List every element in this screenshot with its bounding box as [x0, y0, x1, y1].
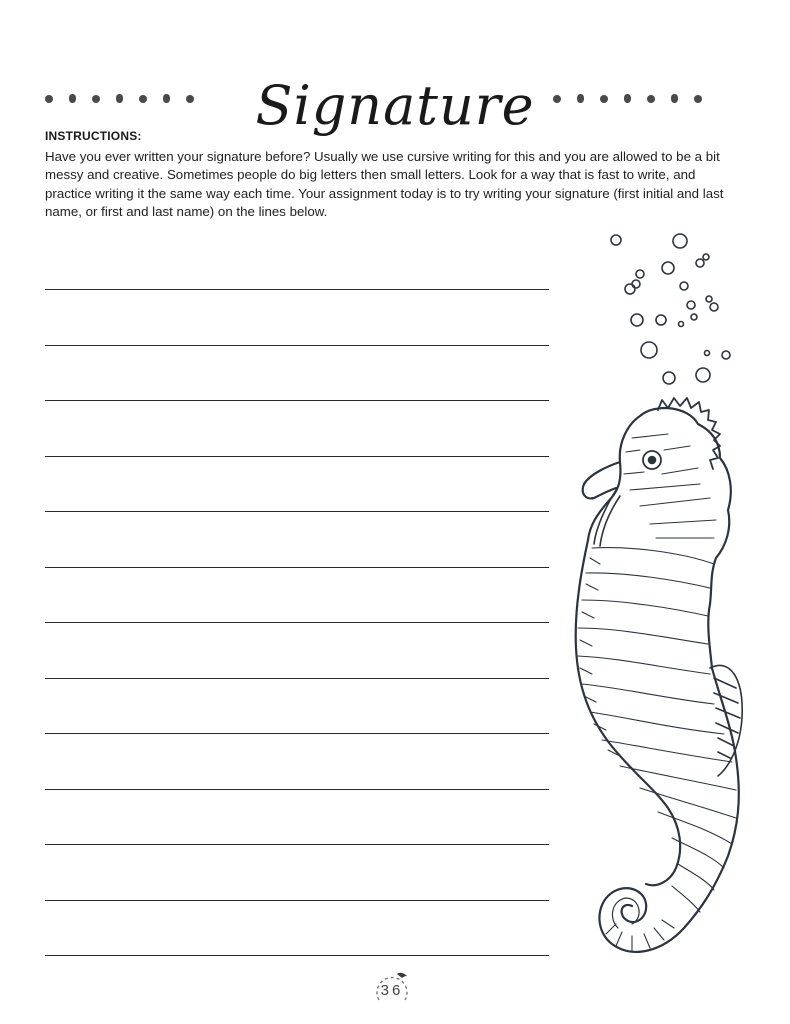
- dot: [624, 94, 631, 103]
- instructions-text: Have you ever written your signature before? Usually we use cursive writing for this and you are allowed to be a bit messy and creative. Sometimes people do big letters then small letters. Look for a way that is fast to write, and practice writing it the same way each time. Your assignment today is to try writing your signature (first initial and last name, or first and last name) on the lines below.: [45, 149, 724, 219]
- page-number-ring-icon: [371, 970, 413, 1010]
- dot: [553, 95, 561, 103]
- signature-writing-line: [45, 511, 549, 512]
- signature-writing-line: [45, 289, 549, 290]
- signature-writing-line: [45, 733, 549, 734]
- signature-writing-line: [45, 955, 549, 956]
- signature-writing-line: [45, 789, 549, 790]
- bubbles-icon: [611, 234, 730, 384]
- seahorse-illustration: [560, 228, 790, 998]
- page-number-text: 36: [380, 981, 404, 999]
- signature-writing-line: [45, 622, 549, 623]
- decorative-dots-right: [553, 94, 702, 103]
- signature-writing-line: [45, 567, 549, 568]
- dot: [694, 95, 702, 103]
- signature-writing-line: [45, 844, 549, 845]
- page-number: [371, 970, 413, 1010]
- instructions-heading: INSTRUCTIONS:: [45, 129, 142, 143]
- dot: [577, 94, 584, 103]
- signature-writing-line: [45, 400, 549, 401]
- dot: [671, 94, 678, 103]
- page-title: Signature: [255, 74, 535, 138]
- writing-lines: [45, 0, 549, 1024]
- seahorse-snout: [594, 490, 620, 546]
- dot: [647, 95, 655, 103]
- signature-writing-line: [45, 456, 549, 457]
- signature-writing-line: [45, 900, 549, 901]
- dot: [600, 95, 608, 103]
- signature-writing-line: [45, 678, 549, 679]
- signature-writing-line: [45, 345, 549, 346]
- seahorse-body: [576, 408, 739, 952]
